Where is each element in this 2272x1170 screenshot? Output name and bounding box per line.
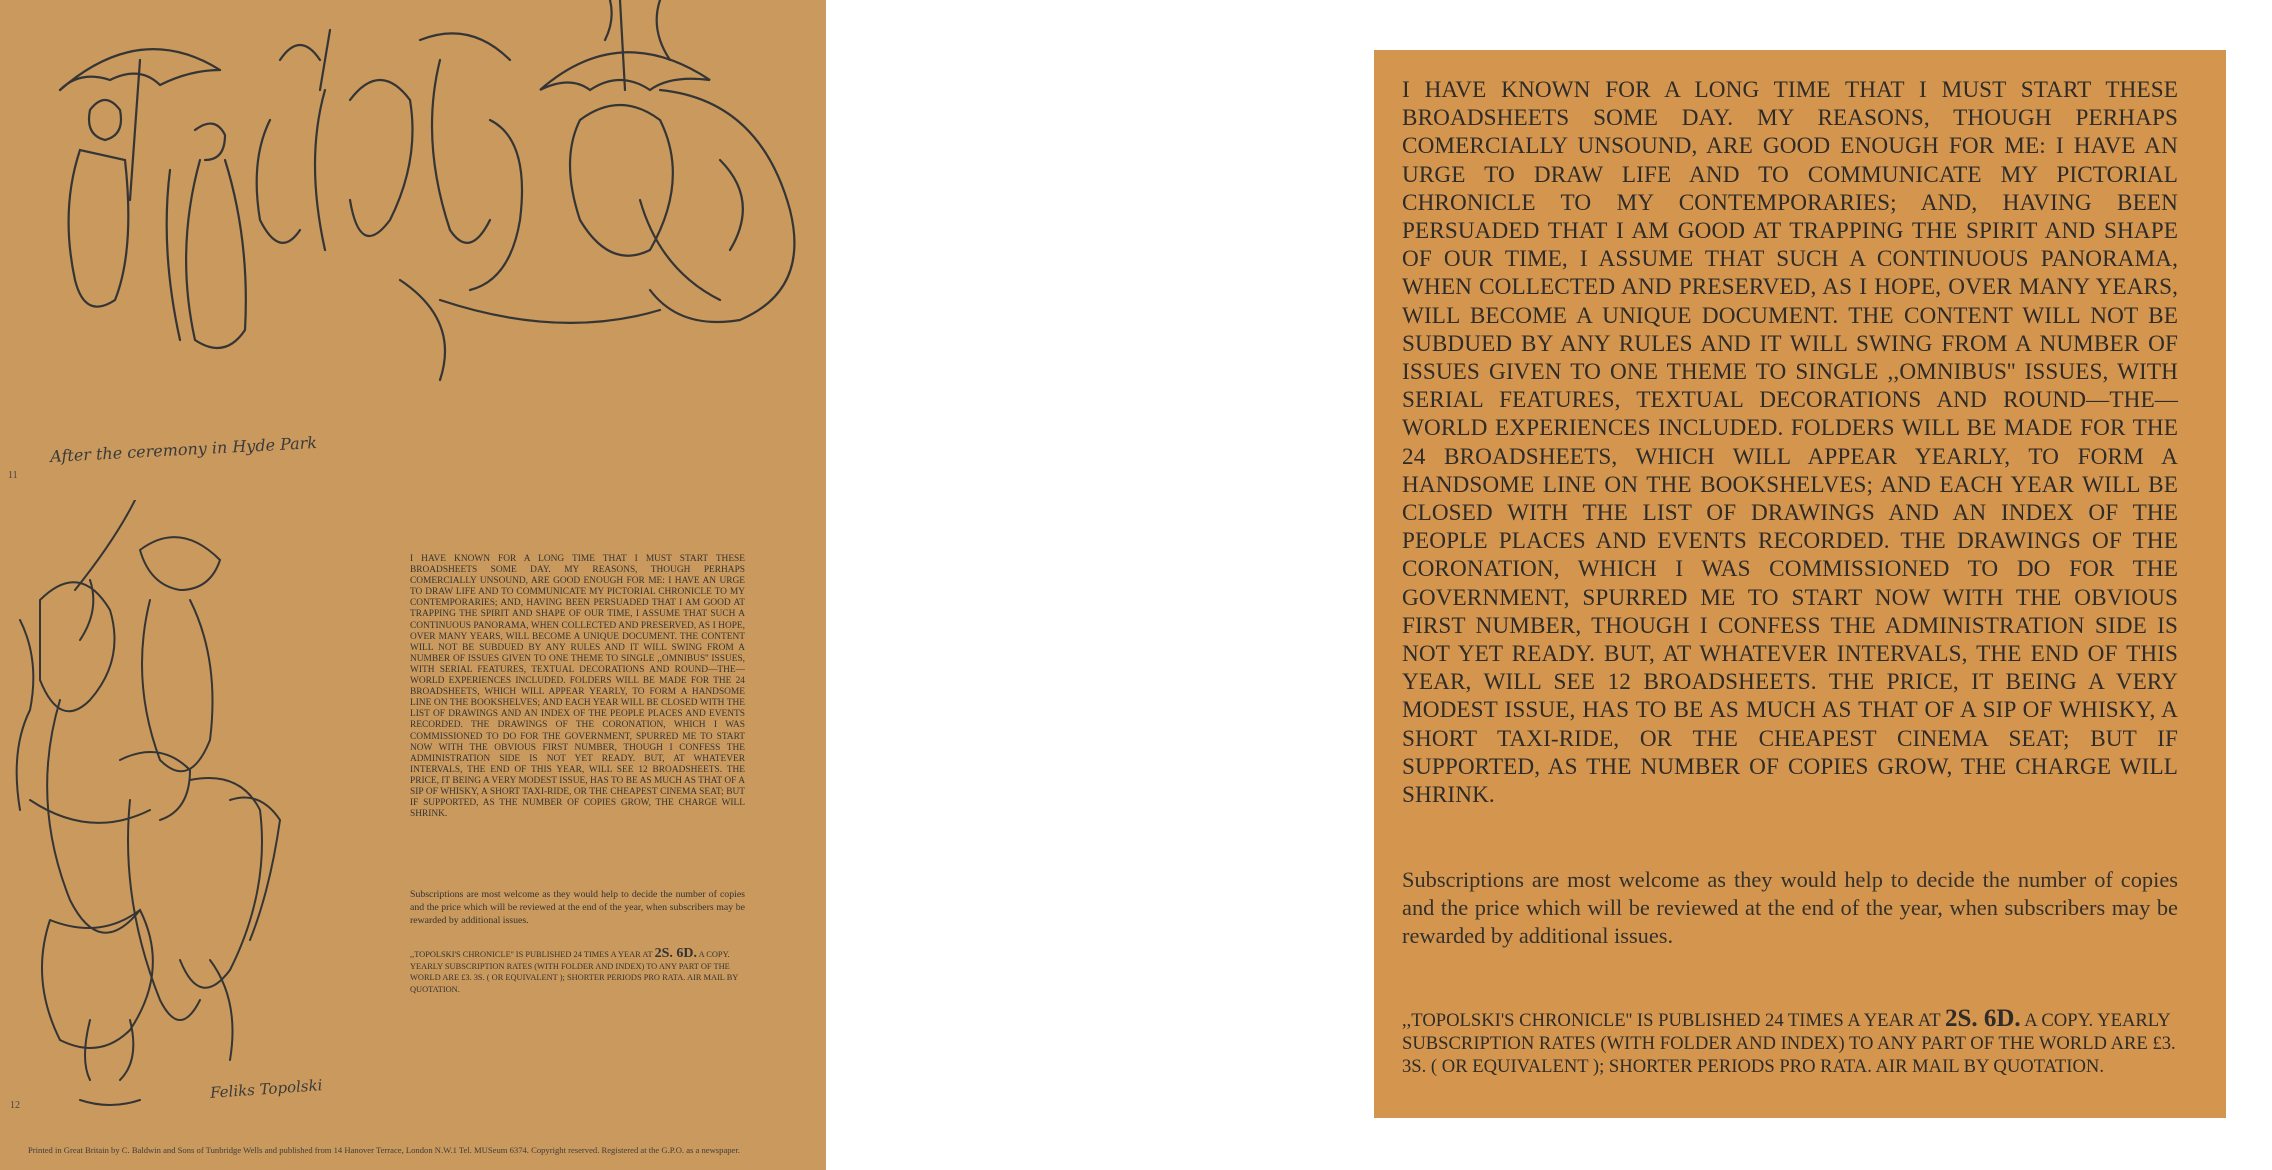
left-subscriptions-text: Subscriptions are most welcome as they would help to decide the number of copies and the price which will be reviewed at the end of the year, when subscribers may be rewarded by additional issues. bbox=[410, 889, 745, 926]
price-label: 2S. 6D. bbox=[1944, 1005, 2021, 1032]
left-body-text: I HAVE KNOWN FOR A LONG TIME THAT I MUST START THESE BROADSHEETS SOME DAY. MY REASONS, THOUGH PERHAPS COMERCIALLY UNSOUND, ARE GOOD ENOUGH FOR ME: I HAVE AN URGE TO DRAW LIFE AND TO COMMUNICATE MY PICTORIAL CHRONICLE TO MY CONTEMPORARIES; AND, HAVING BEEN PERSUADED THAT I AM GOOD AT TRAPPING THE SPIRIT AND SHAPE OF OUR TIME, I ASSUME THAT SUCH A CONTINUOUS PANORAMA, WHEN COLLECTED AND PRESERVED, AS I HOPE, OVER MANY YEARS, WILL BECOME A UNIQUE DOCUMENT. THE CONTENT WILL NOT BE SUBDUED BY ANY RULES AND IT WILL SWING FROM A NUMBER OF ISSUES GIVEN TO ONE THEME TO SINGLE ,,OMNIBUS'' ISSUES, WITH SERIAL FEATURES, TEXTUAL DECORATIONS AND ROUND—THE—WORLD EXPERIENCES INCLUDED. FOLDERS WILL BE MADE FOR THE 24 BROADSHEETS, WHICH WILL APPEAR YEARLY, TO FORM A HANDSOME LINE ON THE BOOKSHELVES; AND EACH YEAR WILL BE CLOSED WITH THE LIST OF DRAWINGS AND AN INDEX OF THE PEOPLE PLACES AND EVENTS RECORDED. THE DRAWINGS OF THE CORONATION, WHICH I WAS COMMISSIONED TO DO FOR THE GOVERNMENT, SPURRED ME TO START NOW WITH THE OBVIOUS FIRST NUMBER, THOUGH I CONFESS THE ADMINISTRATION SIDE IS NOT YET READY. BUT, AT WHATEVER INTERVALS, THE END OF THIS YEAR, WILL SEE 12 BROADSHEETS. THE PRICE, IT BEING A VERY MODEST ISSUE, HAS TO BE AS MUCH AS THAT OF A SIP OF WHISKY, A SHORT TAXI-RIDE, OR THE CHEAPEST CINEMA SEAT; BUT IF SUPPORTED, AS THE NUMBER OF COPIES GROW, THE CHARGE WILL SHRINK. bbox=[410, 554, 745, 820]
intro-body-text: I HAVE KNOWN FOR A LONG TIME THAT I MUST START THESE BROADSHEETS SOME DAY. MY REASONS, THOUGH PERHAPS COMERCIALLY UNSOUND, ARE GOOD ENOUGH FOR ME: I HAVE AN URGE TO DRAW LIFE AND TO COMMUNICATE MY PICTORIAL CHRONICLE TO MY CONTEMPORARIES; AND, HAVING BEEN PERSUADED THAT I AM GOOD AT TRAPPING THE SPIRIT AND SHAPE OF OUR TIME, I ASSUME THAT SUCH A CONTINUOUS PANORAMA, WHEN COLLECTED AND PRESERVED, AS I HOPE, OVER MANY YEARS, WILL BECOME A UNIQUE DOCUMENT. THE CONTENT WILL NOT BE SUBDUED BY ANY RULES AND IT WILL SWING FROM A NUMBER OF ISSUES GIVEN TO ONE THEME TO SINGLE ,,OMNIBUS'' ISSUES, WITH SERIAL FEATURES, TEXTUAL DECORATIONS AND ROUND—THE—WORLD EXPERIENCES INCLUDED. FOLDERS WILL BE MADE FOR THE 24 BROADSHEETS, WHICH WILL APPEAR YEARLY, TO FORM A HANDSOME LINE ON THE BOOKSHELVES; AND EACH YEAR WILL BE CLOSED WITH THE LIST OF DRAWINGS AND AN INDEX OF THE PEOPLE PLACES AND EVENTS RECORDED. THE DRAWINGS OF THE CORONATION, WHICH I WAS COMMISSIONED TO DO FOR THE GOVERNMENT, SPURRED ME TO START NOW WITH THE OBVIOUS FIRST NUMBER, THOUGH I CONFESS THE ADMINISTRATION SIDE IS NOT YET READY. BUT, AT WHATEVER INTERVALS, THE END OF THIS YEAR, WILL SEE 12 BROADSHEETS. THE PRICE, IT BEING A VERY MODEST ISSUE, HAS TO BE AS MUCH AS THAT OF A SIP OF WHISKY, A SHORT TAXI-RIDE, OR THE CHEAPEST CINEMA SEAT; BUT IF SUPPORTED, AS THE NUMBER OF COPIES GROW, THE CHARGE WILL SHRINK. bbox=[1402, 77, 2178, 809]
publication-paragraph: ,,TOPOLSKI'S CHRONICLE'' IS PUBLISHED 24 TIMES A YEAR AT 2S. 6D. A COPY. YEARLY SUBSCRIPTION RATES (WITH FOLDER AND INDEX) TO ANY PART OF THE WORLD ARE £3. 3S. ( OR EQUIVALENT ); SHORTER PERIODS PRO RATA. AIR MAIL BY QUOTATION. bbox=[1402, 1005, 2176, 1078]
page-number-bottom: 12 bbox=[10, 1100, 20, 1111]
page-number-top: 11 bbox=[8, 470, 18, 481]
guards-procession-sketch bbox=[0, 500, 400, 1120]
artist-signature: Feliks Topolski bbox=[209, 1076, 323, 1102]
crowd-umbrella-sketch bbox=[20, 0, 820, 410]
left-publication-text: ,,TOPOLSKI'S CHRONICLE'' IS PUBLISHED 24 TIMES A YEAR AT 2S. 6D. A COPY. YEARLY SUBSCRIPTION RATES (WITH FOLDER AND INDEX) TO ANY PART OF THE WORLD ARE £3. 3S. ( OR EQUIVALENT ); SHORTER PERIODS PRO RATA. AIR MAIL BY QUOTATION. bbox=[410, 946, 739, 994]
right-page-closeup bbox=[1374, 50, 2226, 1118]
subscriptions-paragraph: Subscriptions are most welcome as they would help to decide the number of copies and the price which will be reviewed at the end of the year, when subscribers may be rewarded by additional issues. bbox=[1402, 867, 2178, 948]
left-page-spread bbox=[0, 0, 826, 1170]
sketch-caption: After the ceremony in Hyde Park bbox=[49, 433, 318, 466]
imprint-footer: Printed in Great Britain by C. Baldwin and Sons of Tunbridge Wells and published from 14 Hanover Terrace, London N.W.1 Tel. MUSeum 6374. Copyright reserved. Registered at the G.P.O. as a newspaper. bbox=[28, 1145, 740, 1155]
